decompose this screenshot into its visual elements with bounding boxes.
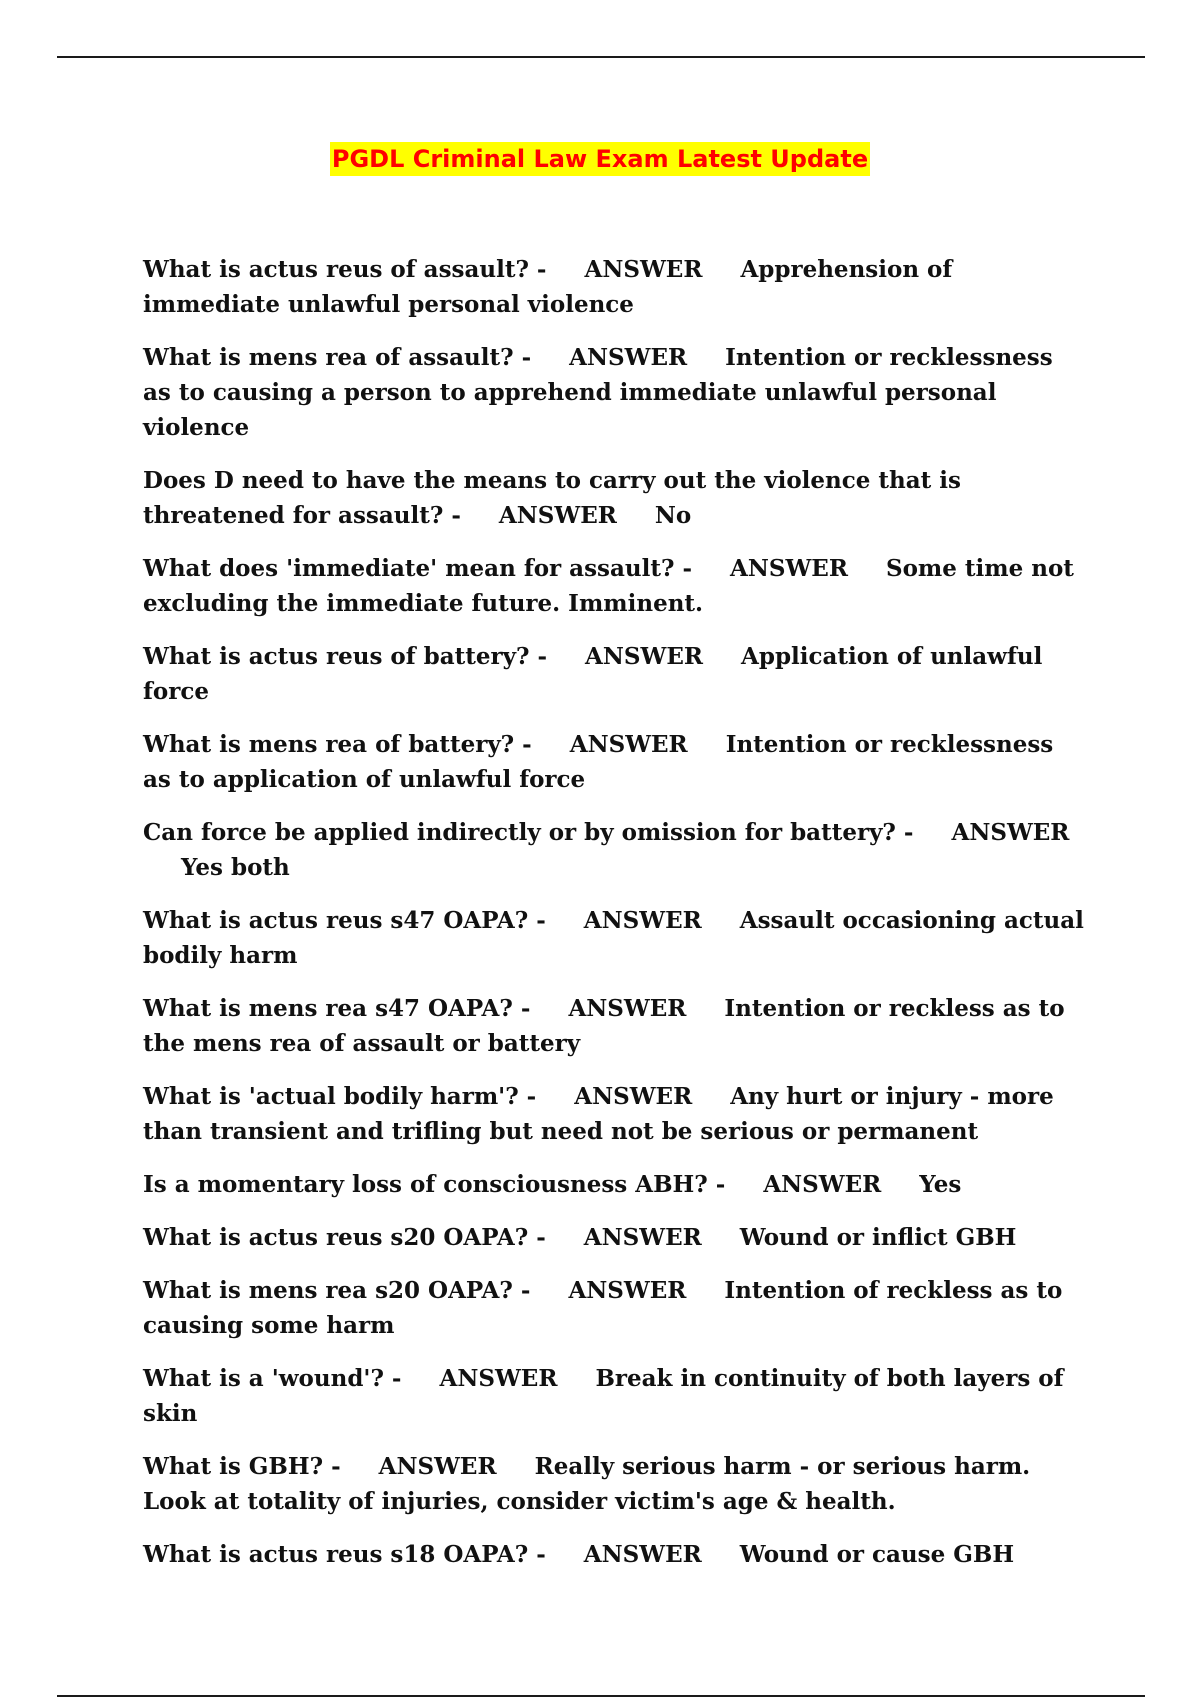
question-text: What is mens rea s47 OAPA? - [143, 995, 531, 1022]
answer-label: ANSWER [568, 1277, 687, 1304]
qa-item [143, 1220, 1088, 1255]
answer-text: Any hurt or injury - more than transient and trifling but need not be serious or permanent [143, 1083, 1054, 1145]
answer-label: ANSWER [378, 1453, 497, 1480]
answer-label: ANSWER [583, 1224, 702, 1251]
question-text: Does D need to have the means to carry out the violence that is threatened for assault? - [143, 467, 961, 529]
answer-label: ANSWER [568, 995, 687, 1022]
top-rule [57, 56, 1145, 58]
question-text: What is actus reus of assault? - [143, 256, 547, 283]
question-text: What is 'actual bodily harm'? - [143, 1083, 537, 1110]
qa-item [143, 1537, 1088, 1572]
qa-item [143, 1361, 1088, 1431]
answer-text: Intention or recklessness as to causing a person to apprehend immediate unlawful personal violence [143, 344, 1053, 441]
qa-item [143, 252, 1088, 322]
answer-text: Some time not excluding the immediate future. Imminent. [143, 555, 1074, 617]
answer-label: ANSWER [439, 1365, 558, 1392]
answer-label: ANSWER [583, 1541, 702, 1568]
answer-label: ANSWER [498, 502, 617, 529]
answer-label: ANSWER [569, 344, 688, 371]
answer-label: ANSWER [583, 907, 702, 934]
question-text: What is actus reus of battery? - [143, 643, 548, 670]
document-title: PGDL Criminal Law Exam Latest Update [330, 142, 870, 176]
qa-item [143, 340, 1088, 445]
title-container [0, 142, 1200, 176]
answer-label: ANSWER [584, 256, 703, 283]
qa-item [143, 1449, 1088, 1519]
answer-text: Break in continuity of both layers of skin [143, 1365, 1064, 1427]
answer-label: ANSWER [574, 1083, 693, 1110]
question-text: What does 'immediate' mean for assault? - [143, 555, 692, 582]
qa-item [143, 903, 1088, 973]
answer-label: ANSWER [730, 555, 848, 582]
answer-text: Application of unlawful force [143, 643, 1043, 705]
question-text: Is a momentary loss of consciousness ABH? - [143, 1171, 726, 1198]
answer-label: ANSWER [951, 819, 1070, 846]
answer-text: Intention or recklessness as to application of unlawful force [143, 731, 1054, 793]
answer-text: Really serious harm - or serious harm. Look at totality of injuries, consider victim's age & health. [143, 1453, 1031, 1515]
answer-text: Apprehension of immediate unlawful personal violence [143, 256, 953, 318]
question-text: What is a 'wound'? - [143, 1365, 402, 1392]
question-text: Can force be applied indirectly or by omission for battery? - [143, 819, 914, 846]
question-text: What is actus reus s18 OAPA? - [143, 1541, 546, 1568]
question-text: What is actus reus s20 OAPA? - [143, 1224, 546, 1251]
qa-item [143, 463, 1088, 533]
qa-item [143, 1273, 1088, 1343]
question-text: What is mens rea s20 OAPA? - [143, 1277, 531, 1304]
question-text: What is mens rea of assault? - [143, 344, 532, 371]
question-text: What is mens rea of battery? - [143, 731, 532, 758]
question-text: What is GBH? - [143, 1453, 341, 1480]
answer-text: Wound or cause GBH [739, 1541, 1015, 1568]
answer-label: ANSWER [763, 1171, 882, 1198]
answer-text: Intention of reckless as to causing some harm [143, 1277, 1063, 1339]
question-text: What is actus reus s47 OAPA? - [143, 907, 546, 934]
answer-text: Intention or reckless as to the mens rea of assault or battery [143, 995, 1065, 1057]
qa-item [143, 551, 1088, 621]
answer-text: Wound or inflict GBH [739, 1224, 1017, 1251]
answer-label: ANSWER [585, 643, 704, 670]
qa-item [143, 815, 1088, 885]
answer-text: Yes [919, 1171, 962, 1198]
answer-text: No [654, 502, 692, 529]
bottom-rule [57, 1695, 1145, 1697]
qa-item [143, 727, 1088, 797]
qa-item [143, 1167, 1088, 1202]
answer-label: ANSWER [569, 731, 688, 758]
qa-item [143, 1079, 1088, 1149]
qa-item [143, 639, 1088, 709]
answer-text: Assault occasioning actual bodily harm [143, 907, 1084, 969]
answer-text: Yes both [181, 854, 290, 881]
qa-item [143, 991, 1088, 1061]
qa-list [143, 252, 1088, 1590]
